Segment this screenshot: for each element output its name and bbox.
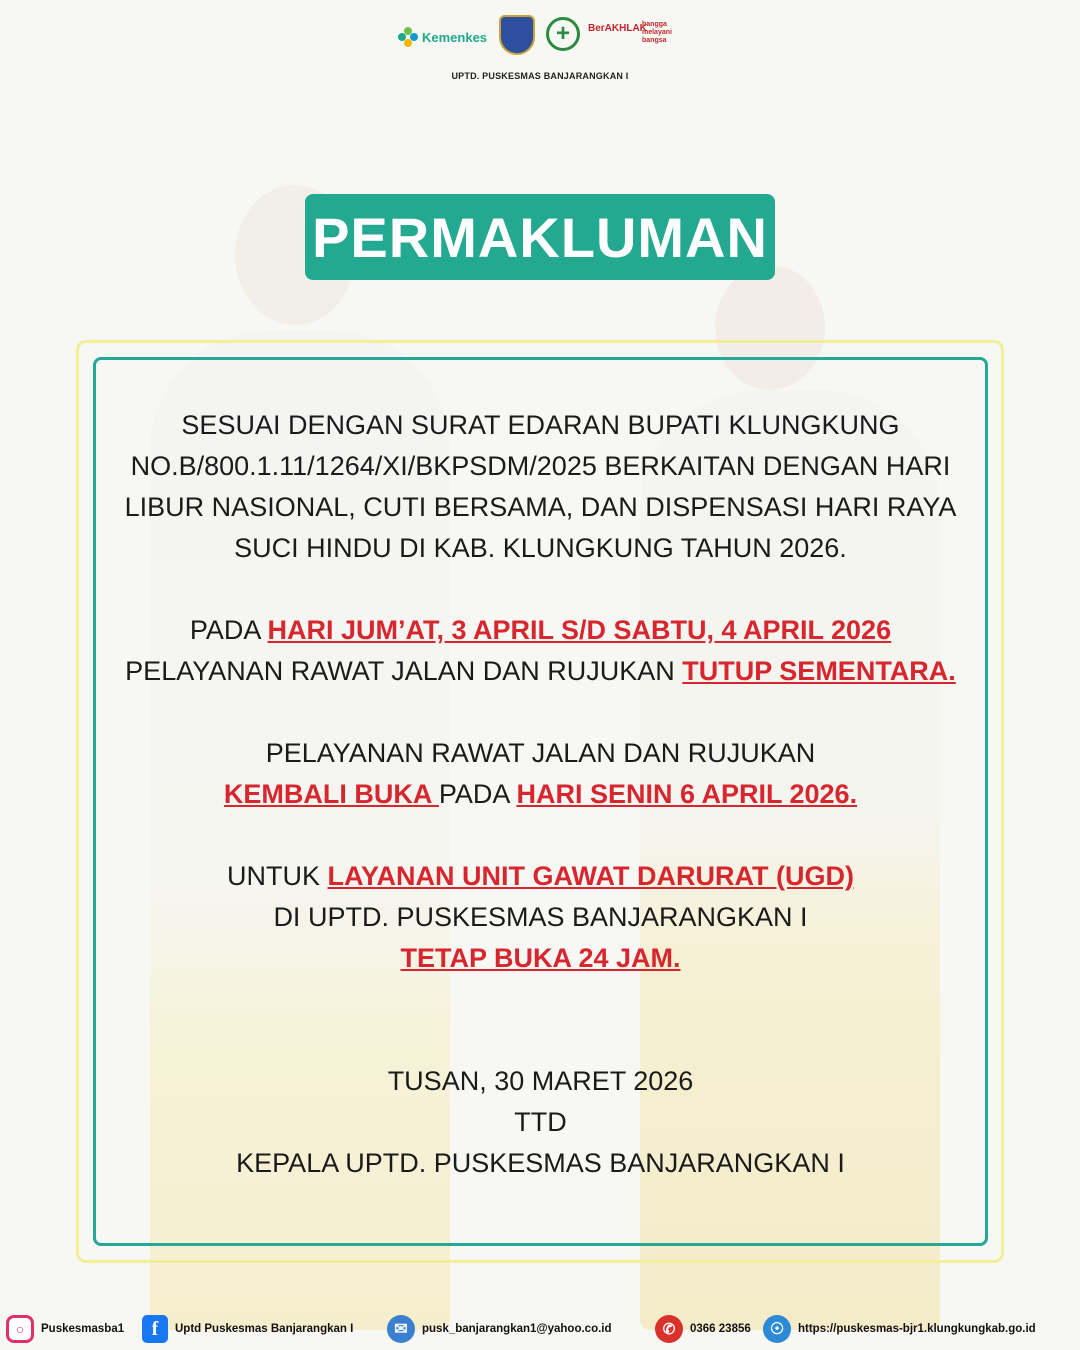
website-url: https://puskesmas-bjr1.klungkungkab.go.id	[798, 1323, 1036, 1335]
instagram-handle: Puskesmasba1	[41, 1323, 125, 1335]
bangga-label: bangga melayani bangsa	[642, 21, 672, 44]
footer-instagram[interactable]	[6, 1315, 124, 1343]
signature-date: TUSAN, 30 MARET 2026	[387, 1066, 694, 1096]
reopen-status: KEMBALI BUKA	[223, 779, 439, 809]
closure-date-line	[96, 610, 985, 651]
kemenkes-label: Kemenkes	[422, 29, 488, 45]
closure-status: TUTUP SEMENTARA.	[682, 656, 956, 686]
closure-service-text: PELAYANAN RAWAT JALAN DAN RUJUKAN	[125, 656, 683, 686]
footer-website[interactable]	[763, 1315, 1036, 1343]
closure-dates: HARI JUM’AT, 3 APRIL S/D SABTU, 4 APRIL 2026	[267, 615, 892, 645]
email-icon: ✉	[387, 1315, 415, 1343]
phone-number: 0366 23856	[690, 1323, 751, 1335]
page-title: PERMAKLUMAN	[312, 205, 768, 269]
reopen-date: HARI SENIN 6 APRIL 2026.	[516, 779, 858, 809]
berakhlak-logo: BerAKHLAK	[588, 23, 647, 34]
facebook-icon: f	[142, 1315, 168, 1343]
reopen-service-line: PELAYANAN RAWAT JALAN DAN RUJUKAN	[265, 738, 816, 768]
kemenkes-icon	[398, 27, 418, 47]
ugd-open-status: TETAP BUKA 24 JAM.	[400, 943, 681, 973]
ugd-prefix: UNTUK	[227, 861, 328, 891]
regency-emblem-icon	[499, 15, 535, 55]
footer-email[interactable]	[387, 1315, 612, 1343]
ugd-line-3	[96, 938, 985, 979]
email-address: pusk_banjarangkan1@yahoo.co.id	[422, 1323, 612, 1335]
reopen-date-line	[96, 774, 985, 815]
contact-footer	[0, 1310, 1080, 1350]
title-banner	[305, 194, 775, 280]
closure-service-line	[96, 651, 985, 692]
ugd-service: LAYANAN UNIT GAWAT DARURAT (UGD)	[327, 861, 854, 891]
header-logos	[0, 15, 1080, 81]
reference-line-3: LIBUR NASIONAL, CUTI BERSAMA, DAN DISPENSASI HARI RAYA	[124, 492, 957, 522]
reference-line-1: SESUAI DENGAN SURAT EDARAN BUPATI KLUNGKUNG	[181, 410, 900, 440]
kemenkes-logo	[398, 27, 487, 47]
puskesmas-cross-icon: +	[546, 17, 580, 51]
signature-title: KEPALA UPTD. PUSKESMAS BANJARANGKAN I	[236, 1148, 845, 1178]
institution-name: UPTD. PUSKESMAS BANJARANGKAN I	[451, 71, 629, 81]
footer-facebook[interactable]	[142, 1315, 353, 1343]
announcement-body	[96, 405, 985, 1184]
phone-icon: ✆	[655, 1315, 683, 1343]
bangga-melayani-logo	[642, 21, 682, 45]
reference-line-2: NO.B/800.1.11/1264/XI/BKPSDM/2025 BERKAITAN DENGAN HARI	[130, 451, 951, 481]
reopen-mid: PADA	[438, 779, 517, 809]
signature-ttd: TTD	[514, 1107, 567, 1137]
facebook-page: Uptd Puskesmas Banjarangkan I	[175, 1323, 354, 1335]
instagram-icon: ○	[6, 1315, 34, 1343]
closure-prefix: PADA	[189, 615, 268, 645]
globe-icon: ☉	[763, 1315, 791, 1343]
reference-line-4: SUCI HINDU DI KAB. KLUNGKUNG TAHUN 2026.	[234, 533, 847, 563]
footer-phone[interactable]	[655, 1315, 751, 1343]
ugd-line-2: DI UPTD. PUSKESMAS BANJARANGKAN I	[273, 902, 808, 932]
ugd-line-1	[96, 856, 985, 897]
